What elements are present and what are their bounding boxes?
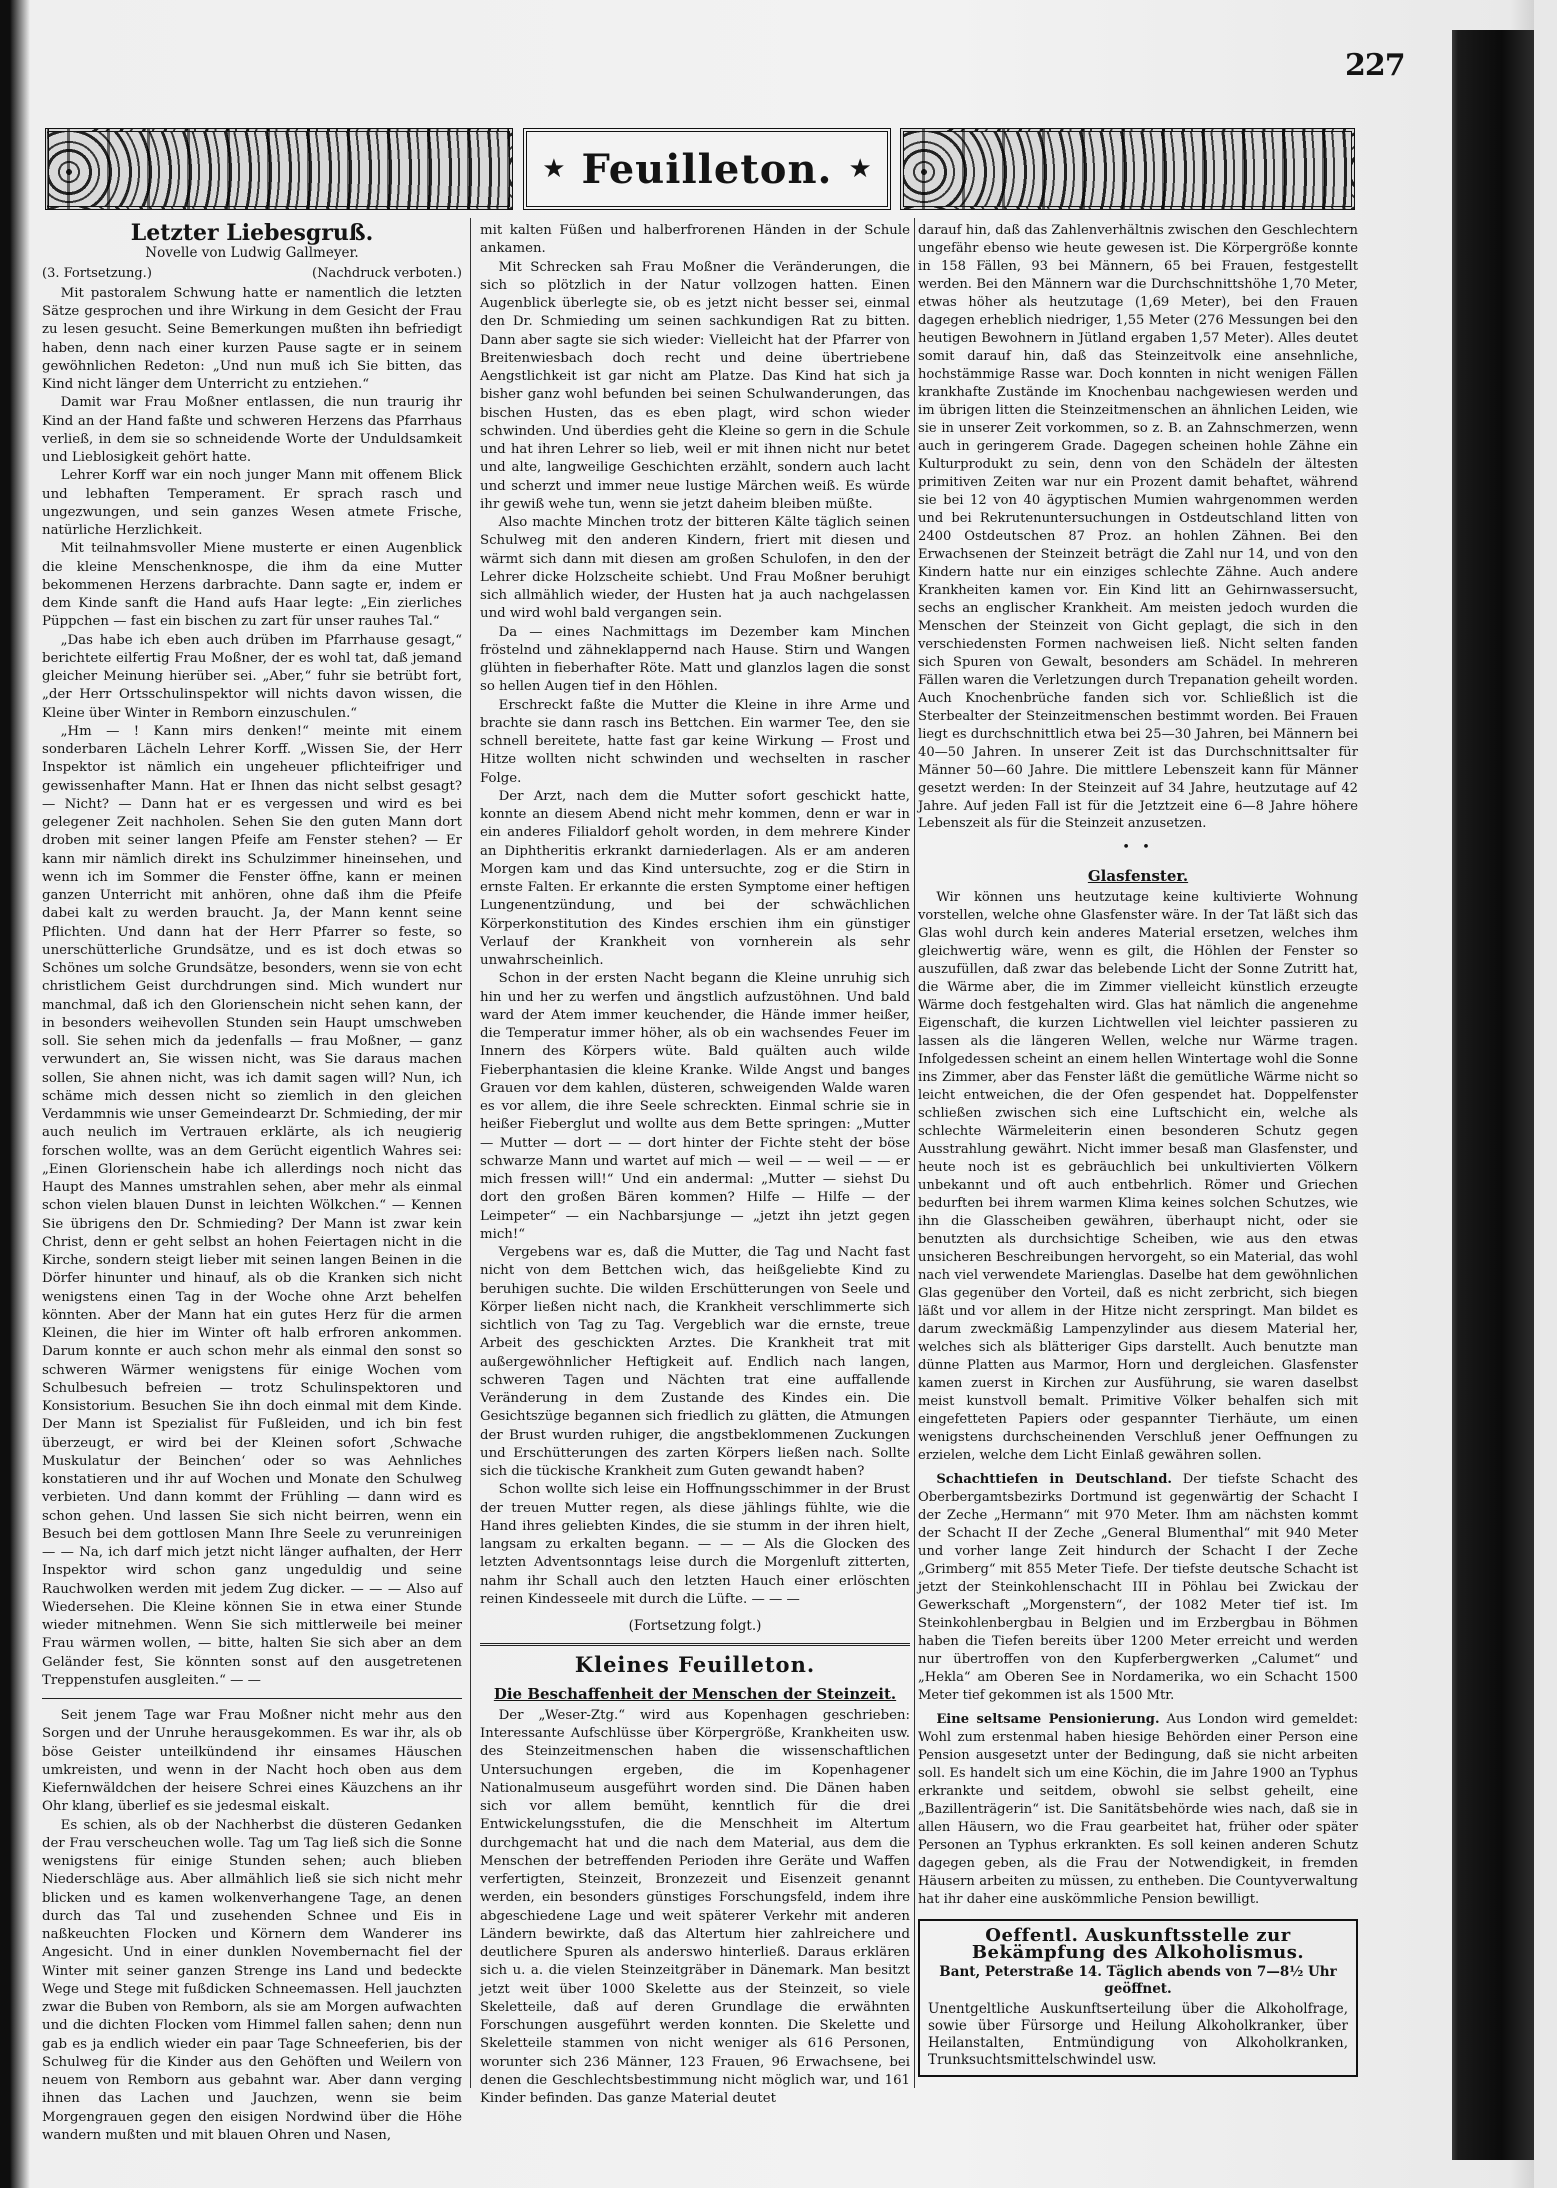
ornament-right bbox=[900, 128, 1355, 210]
column-1 bbox=[42, 222, 462, 2145]
star-icon: ★ bbox=[542, 154, 566, 184]
masthead-title-box bbox=[523, 128, 891, 210]
continued-note: (Fortsetzung folgt.) bbox=[628, 1618, 762, 1634]
story-meta bbox=[42, 265, 462, 283]
paragraph bbox=[918, 1471, 1358, 1705]
paragraph bbox=[918, 1711, 1358, 1909]
paragraph: Vergebens war es, daß die Mutter, die Tag und Nacht fast nicht von dem Bettchen wich, das heißgeliebte Kind zu beruhigen suchte. Die wilden Erschütterungen von Seele und Körper ließen nicht nach, die Krankheit verschlimmerte sich sichtlich von Tag zu Tag. Vergeblich war die ernste, treue Arbeit des geschickten Arztes. Die Krankheit trat mit außergewöhnlicher Heftigkeit auf. Endlich nach langen, schweren Tagen und Nächten trat eine auffallende Veränderung in dem Zustande des Kindes ein. Die Gesichtszüge begannen sich friedlich zu glätten, die Atmungen der Brust wurden ruhiger, die angstbeklommenen Zuckungen und Erschütterungen des zarten Körpers ließen nach. Sollte sich die tückische Krankheit zum Guten gewandt haben? bbox=[480, 1245, 910, 1479]
paragraph: Es schien, als ob der Nachherbst die düsteren Gedanken der Frau verscheuchen wolle. Tag um Tag ließ sich die Sonne wenigstens für einige Stunden sehen; auch blieben Niederschläge aus. Aber allmählich ließ sie sich nicht mehr blicken und es kamen wolkenverhangene Tage, an denen durch das Tal und zusehenden Schnee und Eis in naßkeuchten Flocken und Körnern dem Wanderer ins Angesicht. Und in einer dunklen Novembernacht fiel der Winter mit seiner ganzen Strenge ins Land und bedeckte Wege und Stege mit fußdicken Schneemassen. Hell jauchzten zwar die Buben von Remborn, als sie am Morgen aufwachten und die dichten Flocken vom Himmel fallen sahen; denn nun gab es ja endlich wieder ein paar Tage Schneeferien, bis der Schulweg für die Kinder aus den Gehöften und Weilern von neuem von Remborn aus gebahnt war. Aber dann verging ihnen das Lachen und Jauchzen, wenn sie beim Morgengrauen gegen den eisigen Nordwind über die Höhe wandern mußten und mit blauen Ohren und Nasen, bbox=[42, 1817, 462, 2143]
column-rule bbox=[914, 218, 915, 2088]
divider bbox=[42, 1698, 462, 1699]
page-edge bbox=[1534, 0, 1557, 2188]
ad-title: Oeffentl. Auskunftsstelle zur Bekämpfung des Alkoholismus. bbox=[971, 1924, 1305, 1963]
column-2 bbox=[480, 222, 910, 2108]
copyright-notice: (Nachdruck verboten.) bbox=[312, 265, 462, 281]
paragraph: Mit teilnahmsvoller Miene musterte er einen Augenblick die kleine Menschenknospe, die ihm da eine Mutter bekommenen Herzens darbrachte. Dann sagte er, indem er dem Kinde sanft die Hand aufs Haar legte: „Ein zierliches Püppchen — fast ein bischen zu zart für unser rauhes Tal.“ bbox=[42, 541, 462, 630]
article-body: Der tiefste Schacht des Oberbergamtsbezirks Dortmund ist gegenwärtig der Schacht I der Zeche „Hermann“ mit 970 Meter. Ihm am nächsten kommt der Schacht II der Zeche „General Blumenthal“ mit 940 Meter und vorher lange Zeit hindurch der Schacht I der Zeche „Grimberg“ mit 855 Meter Tiefe. Der tiefste deutsche Schacht ist jetzt der Steinkohlenschacht III in Pöhlau bei Zwickau der Gewerkschaft „Morgenstern“, der 1082 Meter tief ist. Im Steinkohlenbergbau in Belgien und im Erzbergbau in Böhmen haben die Tiefen bereits über 1200 Meter erreicht und werden nur übertroffen von den Kupferbergwerken „Calumet“ und „Hekla“ am Oberen See in Nordamerika, wo ein Schacht 1500 Meter tief gekommen ist als 1500 Mtr. bbox=[918, 1471, 1358, 1703]
story-byline: Novelle von Ludwig Gallmeyer. bbox=[145, 245, 359, 262]
paragraph: mit kalten Füßen und halberfrorenen Händen in der Schule ankamen. bbox=[480, 223, 910, 257]
column-3 bbox=[918, 222, 1358, 2077]
separator-dots: • • bbox=[1122, 840, 1154, 856]
article-title: Die Beschaffenheit der Menschen der Steinzeit. bbox=[493, 1684, 897, 1703]
paragraph: Schon in der ersten Nacht begann die Kleine unruhig sich hin und her zu werfen und ängstlich aufzustöhnen. Und bald ward der Atem immer keuchender, die Hände immer heißer, die Temperatur immer höher, als ob ein wachsendes Feuer im Innern des Körpers wüte. Bald quälten auch wilde Fieberphantasien die kleine Kranke. Wilde Angst und banges Grauen vor dem kahlen, düsteren, schweigenden Walde waren es vor allem, die ihre Seele schreckten. Einmal schrie sie in heißer Fieberglut und wollte aus dem Bette springen: „Mutter — Mutter — dort — — dort hinter der Fichte steht der böse schwarze Mann und wartet auf mich — weil — — weil — — er mich fressen will!“ Und ein andermal: „Mutter — siehst Du dort den großen Bären kommen? Hilfe — Hilfe — der Leimpeter“ — ein Nachbarsjunge — „jetzt ihn jetzt gegen mich!“ bbox=[480, 971, 910, 1242]
ad-body: Unentgeltliche Auskunftserteilung über die Alkoholfrage, sowie über Fürsorge und Heilung Alkoholkranker, über Heilanstalten, Entmündigung von Alkoholkranken, Trunksuchtsmittelschwindel usw. bbox=[928, 2000, 1348, 2068]
ornament-left bbox=[45, 128, 513, 210]
paragraph: „Hm — ! Kann mirs denken!“ meinte mit einem sonderbaren Lächeln Lehrer Korff. „Wissen Sie, der Herr Inspektor ist nämlich ein ungeheuer pflichteifriger und gewissenhafter Mann. Hat er Ihnen das nicht selbst gesagt? — Nicht? — Dann hat er es vergessen und wird es bei gelegener Zeit nachholen. Sehen Sie den guten Mann dort droben mit seiner langen Pfeife am Fenster stehen? — Er kann mir nämlich direkt ins Schulzimmer hineinsehen, und wenn ich im Sommer die Fenster öffne, kann er meinen ganzen Unterricht mit anhören, ohne daß ihm die Pfeife dabei kalt zu werden braucht. Ja, der Mann kennt seine Pflichten. Und dann hat der Herr Pfarrer so feste, so unerschütterliche Grundsätze, und es ist doch etwas so Schönes um solche Grundsätze, besonders, wenn sie von echt christlichem Geist durchdrungen sind. Mich wundert nur manchmal, daß ich den Glorienschein nicht sehen kann, der in besonders weihevollen Stunden sein Haupt umschweben soll. Sie sehen mich da jedenfalls — frau Moßner, — ganz verwundert an, Sie wissen nicht, was Sie daraus machen sollen, Sie ahnen nicht, was ich damit sagen will? Nun, ich schäme mich dessen nicht so ziemlich in den gleichen Verdammnis wie unser Gemeindearzt Dr. Schmieding, der mir auch neulich im Vertrauen erklärte, als ich neugierig forschen wollte, was an dem Gerücht eigentlich Wahres sei: „Einen Glorienschein habe ich allerdings noch nicht das Haupt des Mannes umstrahlen sehen, aber mehr als einmal schon vielen blauen Dunst in leichten Wölkchen.“ — Kennen Sie übrigens den Dr. Schmieding? Der Mann ist zwar kein Christ, denn er geht selbst an hohen Feiertagen nicht in die Kirche, sondern steigt lieber mit seinen langen Beinen in die Dörfer hinunter und hinauf, als ob die Kranken sich nicht wenigstens einen Tag in der Woche ohne Arzt behelfen könnten. Aber der Mann hat ein gutes Herz für die armen Kleinen, die hier im Winter oft halb erfroren ankommen. Darum konnte er auch schon mehr als einmal den sonst so schweren Wärmer wenigstens für einige Wochen vom Schulbesuch befreien — trotz Schulinspektoren und Konsistorium. Besuchen Sie ihn doch einmal mit dem Kinde. Der Mann ist Spezialist für Fußleiden, und ich bin fest überzeugt, er wird bei der Kleinen sofort ‚Schwache Muskulatur der Beinchen‘ oder so was Aehnliches konstatieren und ihr auf Wochen und Monate den Schulweg verbieten. Und dann kommt der Frühling — dann wird es schon gehen. Und lassen Sie sich nicht beirren, wenn ein Besuch bei dem gottlosen Mann Ihre Seele zu verunreinigen — — Na, ich darf mich jetzt nicht länger aufhalten, der Herr Inspektor wird schon ganz ungeduldig und seine Rauchwolken werden mit jedem Zug dicker. — — — Also auf Wiedersehen. Die Kleine können Sie in etwa einer Stunde wieder mitnehmen. Wenn Sie sich mittlerweile bei meiner Frau wärmen wollen, — bitte, halten Sie sich aber an dem Geländer fest, Sie könnten sonst auf den ausgetretenen Treppenstufen ausgleiten.“ — — bbox=[42, 723, 462, 1688]
paragraph: Mit Schrecken sah Frau Moßner die Veränderungen, die sich so plötzlich in der Natur vollzogen hatten. Einen Augenblick überlegte sie, ob es jetzt nicht besser sei, einmal den Dr. Schmieding um seinen sachkundigen Rat zu bitten. Dann aber sagte sie sich wieder: Vielleicht hat der Pfarrer von Breitenwiesbach doch recht und deine übertriebene Aengstlichkeit ist gar nicht am Platze. Das Kind hat sich ja bisher ganz wohl befunden bei seinen Schulwanderungen, das bischen Husten, das es eben plagt, wird schon wieder schwinden. Und überdies geht die Kleine so gern in die Schule und hat ihren Lehrer so lieb, weil er mit ihnen nicht nur betet und alte, langweilige Geschichten erzählt, sondern auch lacht und scherzt und immer neue lustige Märchen weiß. Es würde ihr gewiß wehe tun, wenn sie jetzt daheim bleiben müßte. bbox=[480, 259, 910, 512]
masthead-title: Feuilleton. bbox=[581, 145, 833, 193]
page-number: 227 bbox=[1345, 48, 1405, 83]
paragraph: Lehrer Korff war ein noch junger Mann mit offenem Blick und lebhaften Temperament. Er sprach rasch und ungezwungen, und sein ganzes Wesen atmete Frische, natürliche Herzlichkeit. bbox=[42, 468, 462, 538]
article-lead: Eine seltsame Pensionierung. bbox=[936, 1711, 1160, 1727]
paragraph: Schon wollte sich leise ein Hoffnungsschimmer in der Brust der treuen Mutter regen, als diese jählings fühlte, wie die Hand ihres geliebten Kindes, die sie stumm in der ihren hielt, langsam zu erkalten begann. — — — Als die Glocken des letzten Adventsonntags leise durch die Morgenluft zitterten, nahm ihr Schall auch den letzten Hauch einer erlöschten reinen Kindesseele mit durch die Lüfte. — — — bbox=[480, 1482, 910, 1607]
paragraph: Da — eines Nachmittags im Dezember kam Minchen fröstelnd und zähneklappernd nach Hause. Stirn und Wangen glühten in fieberhafter Röte. Matt und glanzlos lagen die sonst so hellen Augen tief in den Höhlen. bbox=[480, 624, 910, 695]
column-rule bbox=[470, 218, 471, 2088]
article-body: Aus London wird gemeldet: Wohl zum erstenmal haben hiesige Behörden einer Person eine Pension ausgesetzt unter der Bedingung, daß sie nicht arbeiten soll. Es handelt sich um eine Köchin, die im Jahre 1900 an Typhus erkrankte und seitdem, obwohl sie selbst geheilt, eine „Bazillenträgerin“ ist. Die Sanitätsbehörde wies nach, daß sie in allen Häusern, wo die Frau gearbeitet hat, früher oder später Personen an Typhus erkrankten. Es soll keinen anderen Schutz dagegen geben, als die Frau der Notwendigkeit, in fremden Häusern arbeiten zu müssen, zu entheben. Die Countyverwaltung hat ihr daher eine auskömmliche Pension bewilligt. bbox=[918, 1711, 1358, 1907]
divider bbox=[480, 1643, 910, 1646]
article-lead: Schachttiefen in Deutschland. bbox=[936, 1471, 1172, 1487]
paragraph: Seit jenem Tage war Frau Moßner nicht mehr aus den Sorgen und der Unruhe herausgekommen. Es war ihr, als ob böse Geister unteilkündend ihr einsames Häuschen umkreisten, und wenn in der Nacht hoch oben aus dem Kiefernwäldchen der heisere Schrei eines Käuzchens an ihr Ohr klang, überlief es sie jedesmal eiskalt. bbox=[42, 1708, 462, 1815]
paragraph: Damit war Frau Moßner entlassen, die nun traurig ihr Kind an der Hand faßte und schweren Herzens das Pfarrhaus verließ, in dem sie so schneidende Worte der Unduldsamkeit und Lieblosigkeit gehört hatte. bbox=[42, 395, 462, 465]
paragraph: „Das habe ich eben auch drüben im Pfarrhause gesagt,“ berichtete eilfertig Frau Moßner, der es wohl tat, daß jemand gleicher Meinung hierüber sei. „Aber,“ fuhr sie betrübt fort, „der Herr Ortsschulinspektor will nichts davon wissen, die Kleine über Winter in Remborn einzuschulen.“ bbox=[42, 632, 462, 721]
binding-edge bbox=[1452, 30, 1534, 2160]
ad-address: Bant, Peterstraße 14. Täglich abends von 7—8½ Uhr geöffnet. bbox=[939, 1963, 1337, 1997]
paragraph: Mit pastoralem Schwung hatte er namentlich die letzten Sätze gesprochen und ihre Wirkung in dem Gesicht der Frau zu lesen gesucht. Seine Bemerkungen mußten ihn befriedigt haben, denn nach einer kurzen Pause sagte er in seinem gewöhnlichen Redeton: „Und nun muß ich Sie bitten, das Kind nicht länger dem Unterricht zu entziehen.“ bbox=[42, 285, 462, 392]
paragraph: darauf hin, daß das Zahlenverhältnis zwischen den Geschlechtern ungefähr ebenso wie heute gewesen ist. Die Körpergröße konnte in 158 Fällen, 93 bei Männern, 65 bei Frauen, festgestellt werden. Bei den Männern war die Durchschnittshöhe 1,70 Meter, etwas höher als heutzutage (1,69 Meter), bei den Frauen dagegen erheblich niedriger, 1,55 Meter (276 Messungen bei den heutigen Bewohnern in Jütland ergaben 1,57 Meter). Alles deutet somit darauf hin, daß das Steinzeitvolk eine ansehnliche, hochstämmige Rasse war. Doch konnten in nicht wenigen Fällen krankhafte Zustände im Knochenbau nachgewiesen werden und im übrigen litten die Steinzeitmenschen an ähnlichen Leiden, wie sie in unserer Zeit vorkommen, so z. B. an Zahnschmerzen, wenn auch in geringerem Grade. Dagegen scheinen hohle Zähne ein Kulturprodukt zu sein, denn von den Schädeln der ältesten primitiven Zeiten war nur ein Prozent damit behaftet, während sie bei 12 von 40 ägyptischen Mumien wahrgenommen werden und bei Rekrutenuntersuchungen in Ostdeutschland litten von 2400 Ostdeutschen 87 Proz. an hohlen Zähnen. Bei den Erwachsenen der Steinzeit beträgt die Zahl nur 14, und von den Kindern hatte nur ein einziges schlechte Zähne. Auch andere Krankheiten kamen vor. Ein Kind litt an Gehirnwassersucht, sechs an englischer Krankheit. Am meisten jedoch wurden die Menschen der Steinzeit von Gicht geplagt, die sich in den verschiedensten Formen nachweisen ließ. Nicht selten fanden sich Spuren von Gewalt, besonders am Schädel. In mehreren Fällen waren die Verletzungen durch Trepanation geheilt worden. Auch Knochenbrüche fanden sich vor. Schließlich ist die Sterbealter der Steinzeitmenschen bestimmt worden. Bei Frauen liegt es durchschnittlich etwa bei 25—30 Jahren, bei Männern bei 40—50 Jahren. In unserer Zeit ist das Durchschnittsalter für Männer 50—60 Jahre. Die mittlere Lebenszeit kann für Männer gesetzt werden: In der Steinzeit auf 34 Jahre, heutzutage auf 42 Jahre. Auf jeden Fall ist für die Jetztzeit eine 6—8 Jahre höhere Lebenszeit als für die Steinzeit anzusetzen. bbox=[918, 223, 1358, 832]
paragraph: Also machte Minchen trotz der bitteren Kälte täglich seinen Schulweg mit den anderen Kindern, friert mit diesen und wärmt sich dann mit diesen am großen Schulofen, in den der Lehrer dicke Holzscheite schiebt. Und Frau Moßner beruhigt sich allmählich wieder, der Husten hat ja auch nachgelassen und wird wohl bald vergangen sein. bbox=[480, 515, 910, 622]
installment-label: (3. Fortsetzung.) bbox=[42, 265, 152, 281]
paragraph: Erschreckt faßte die Mutter die Kleine in ihre Arme und brachte sie dann rasch ins Bettchen. Ein warmer Tee, den sie schnell bereitete, hatte fast gar keine Wirkung — Frost und Hitze wollten nicht schwinden und wechselten in rascher Folge. bbox=[480, 697, 910, 786]
article-title: Glasfenster. bbox=[1087, 867, 1189, 886]
paragraph: Der Arzt, nach dem die Mutter sofort geschickt hatte, konnte an diesem Abend nicht mehr kommen, denn er war in ein anderes Filialdorf geholt worden, in dem mehrere Kinder an Diphtheritis erkrankt darniederlagen. Als er am anderen Morgen kam und das Kind untersuchte, zog er die Stirn in ernste Falten. Er erkannte die ersten Symptome einer heftigen Lungenentzündung, und bei der schwächlichen Körperkonstitution des Kindes erschien ihm ein günstiger Verlauf der Krankheit von vornherein als sehr unwahrscheinlich. bbox=[480, 788, 910, 968]
advertisement bbox=[918, 1919, 1358, 2077]
paragraph: Der „Weser-Ztg.“ wird aus Kopenhagen geschrieben: Interessante Aufschlüsse über Körpergröße, Krankheiten usw. des Steinzeitmenschen haben die wissenschaftlichen Untersuchungen ergeben, die im Kopenhagener Nationalmuseum ausgeführt worden sind. Die Dänen haben sich vor allem bemüht, kenntlich für die drei Entwickelungsstufen, die die Menschheit im Altertum durchgemacht hat und die nach dem Material, aus dem die Menschen der betreffenden Perioden ihre Geräte und Waffen verfertigten, Steinzeit, Bronzezeit und Eisenzeit genannt werden, ein besonders günstiges Forschungsfeld, indem ihre abgeschiedene Lage und weit späterer Verkehr mit anderen Ländern bewirkte, daß das Altertum hier zahlreichere und deutlichere Spuren als anderswo hinterließ. Daraus erklären sich u. a. die vielen Steinzeitgräber in Dänemark. Man besitzt jetzt weit über 1000 Skelette aus der Steinzeit, so viele Skeletteile, daß auf deren Grundlage die erwähnten Forschungen ausgeführt werden konnten. Die Skelette und Skeletteile stammen von nicht weniger als 616 Personen, worunter sich 236 Männer, 123 Frauen, 96 Erwachsene, bei denen die Geschlechtsbestimmung nicht möglich war, und 161 Kinder befinden. Das ganze Material deutet bbox=[480, 1707, 910, 2106]
paragraph: Wir können uns heutzutage keine kultivierte Wohnung vorstellen, welche ohne Glasfenster wäre. In der Tat läßt sich das Glas wohl durch kein anderes Material ersetzen, welches ihm gleichwertig wäre, wenn es gilt, die Höhlen der Fenster so auszufüllen, daß zwar das belebende Licht der Sonne Zutritt hat, die Wärme aber, die im Zimmer vielleicht künstlich erzeugte Wärme doch festgehalten wird. Glas hat nämlich die angenehme Eigenschaft, die kurzen Lichtwellen viel leichter passieren zu lassen als die längeren Wellen, welche nur Wärme tragen. Infolgedessen scheint an einem hellen Wintertage wohl die Sonne ins Zimmer, aber das Fenster läßt die gemütliche Wärme nicht so leicht entweichen, die der Ofen gespendet hat. Doppelfenster schließen zwischen sich eine Luftschicht ein, welche als schlechte Wärmeleiterin einen besonderen Schutz gegen Ausstrahlung gewährt. Nicht immer besaß man Glasfenster, und heute noch ist es gebräuchlich bei unkultivierten Völkern unbekannt und oft auch entbehrlich. Römer und Griechen bedurften bei ihrem warmen Klima keines solchen Schutzes, wie ihn die Glasscheiben gewähren, überhaupt nicht, oder sie benutzten als durchsichtige Scheiben, wie aus den etwas unsicheren Beschreibungen hervorgeht, so ein Material, das wohl nach viel verwendete Marienglas. Daselbe hat dem gewöhnlichen Glas gegenüber den Vorteil, daß es nicht zerbricht, sich biegen läßt und vor allem in der Hitze nicht zerspringt. Man bildet es darum zweckmäßig Lampenzylinder aus diesem Material her, welches sich als blätteriger Gips darstellt. Auch benutzte man dünne Platten aus Marmor, Horn und dergleichen. Glasfenster kamen zuerst in Kirchen zur Ausführung, sie waren daselbst meist kunstvoll bemalt. Primitive Völker behalfen sich mit eingefetteten Papiers oder gespannter Tierhäute, um einen wenigstens durchscheinenden Verschluß jener Oeffnungen zu erzielen, welche dem Licht Einlaß gewähren sollen. bbox=[918, 890, 1358, 1463]
story-title: Letzter Liebesgruß. bbox=[130, 220, 374, 246]
star-icon: ★ bbox=[848, 154, 872, 184]
section-title: Kleines Feuilleton. bbox=[574, 1652, 816, 1678]
masthead bbox=[45, 128, 1355, 210]
